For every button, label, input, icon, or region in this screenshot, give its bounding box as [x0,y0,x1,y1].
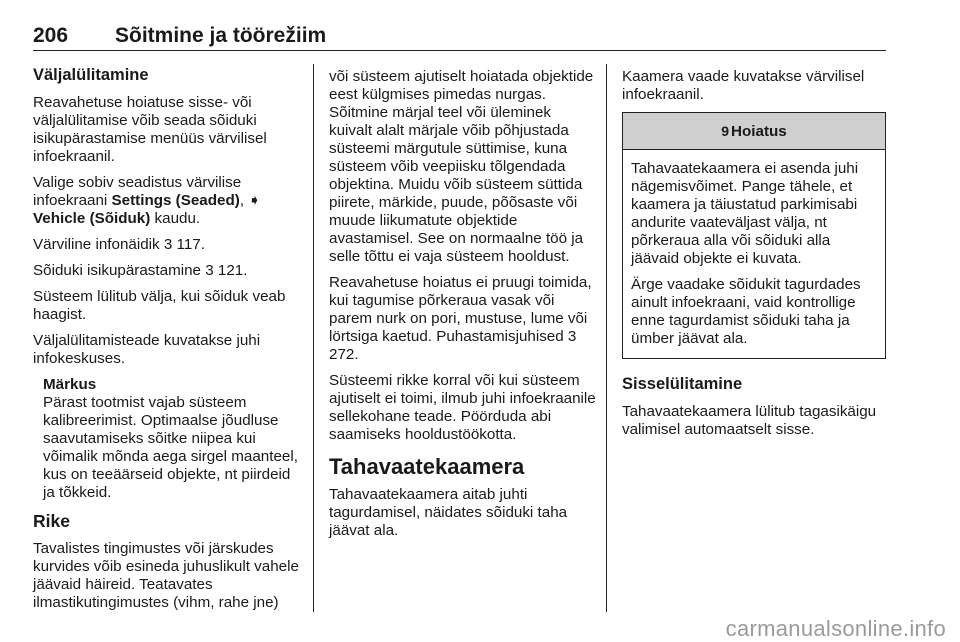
watermark: carmanualsonline.info [725,616,946,641]
cross-reference: Värviline infonäidik 3 117. [33,236,205,253]
column-middle [329,68,597,548]
paragraph: Reavahetuse hoiatus ei pruugi toimida, kui tagumise põrkeraua vasak või parem nurk on pori, mustuse, lume või lörtsiga kaetud. Puhastamisjuhised 3 272. [329,274,592,363]
warning-header [623,113,885,150]
paragraph-settings [33,174,305,228]
arrow-icon: ➧ [248,192,261,209]
menu-path-settings: Settings (Seaded) [111,192,240,209]
column-right [622,68,886,447]
warning-text: Ärge vaadake sõidukit tagurdades ainult infoekraani, vaid kontrollige enne tagurdamist sõiduki taha ja ümber jäävat ala. [631,276,861,347]
menu-path-vehicle: Vehicle (Sõiduk) [33,210,151,227]
paragraph: Süsteem lülitub välja, kui sõiduk veab haagist. [33,288,286,323]
text: , [239,192,249,209]
paragraph: Tavalistes tingimustes või järskudes kurvides võib esineda juhuslikult vahele jäävaid häireid. Teatavates ilmastikutingimustes (vihm, rahe jne) [33,540,299,611]
paragraph: Tahavaatekaamera lülitub tagasikäigu valimisel automaatselt sisse. [622,403,877,438]
column-divider [313,64,314,612]
note-title: Märkus [43,376,97,393]
warning-title: Hoiatus [731,123,787,140]
running-title: Sõitmine ja töörežiim [115,24,327,47]
note-text: Pärast tootmist vajab süsteem kalibreerimist. Optimaalse jõudluse saavutamiseks sõitke niipea kui võimalik mõnda aega sirgel maanteel, kus on teeäärseid objekte, nt piirdeid ja tõkkeid. [43,394,298,501]
cross-reference: Sõiduki isikupärastamine 3 121. [33,262,248,279]
paragraph: Reavahetuse hoiatuse sisse- või väljalülitamise võib seada sõiduki isikupärastamise menüüs värvilisel infoekraanil. [33,94,267,165]
chapter-heading: Tahavaatekaamera [329,454,525,479]
page-number: 206 [33,24,69,47]
section-heading: Väljalülitamine [33,66,149,84]
paragraph: Kaamera vaade kuvatakse värvilisel infoekraanil. [622,68,865,103]
section-heading: Sisselülitamine [622,375,743,393]
column-divider [606,64,607,612]
paragraph: või süsteem ajutiselt hoiatada objektide eest külgmises pimedas nurgas. Sõitmine märjal teel või üleminek kuivalt alalt märjale võib põhjustada süsteemi märgutule süttimise, kuna süsteem võib veepiisku tõlgendada objektina. Muidu võib süsteem süttida piirete, märkide, puude, põõsaste või muude liikumatute objektide avastamisel. See on normaalne töö ja selle tõttu ei vaja süsteem hooldust. [329,68,594,265]
section-heading: Rike [33,511,70,531]
paragraph: Väljalülitamisteade kuvatakse juhi infokeskuses. [33,332,261,367]
warning-box [622,112,886,359]
paragraph: Süsteemi rikke korral või kui süsteem ajutiselt ei toimi, ilmub juhi infoekraanile sellekohane teade. Pöörduda abi saamiseks hooldustöökotta. [329,372,596,443]
warning-body [623,150,885,358]
text: Valige sobiv seadistus värvilise infoekraani [33,174,242,209]
page-header [33,24,886,51]
note-block [43,376,305,502]
column-left [33,64,305,620]
text: kaudu. [150,210,201,227]
warning-text: Tahavaatekaamera ei asenda juhi nägemisvõimet. Pange tähele, et kaamera ja täiustatud parkimisabi andurite vaateväljast välja, nt põrkeraua alla või sõiduki alla jäävaid objekte ei kuvata. [631,160,859,267]
warning-triangle-icon: 9 [721,123,730,139]
paragraph: Tahavaatekaamera aitab juhti tagurdamisel, näidates sõiduki taha jäävat ala. [329,486,568,539]
